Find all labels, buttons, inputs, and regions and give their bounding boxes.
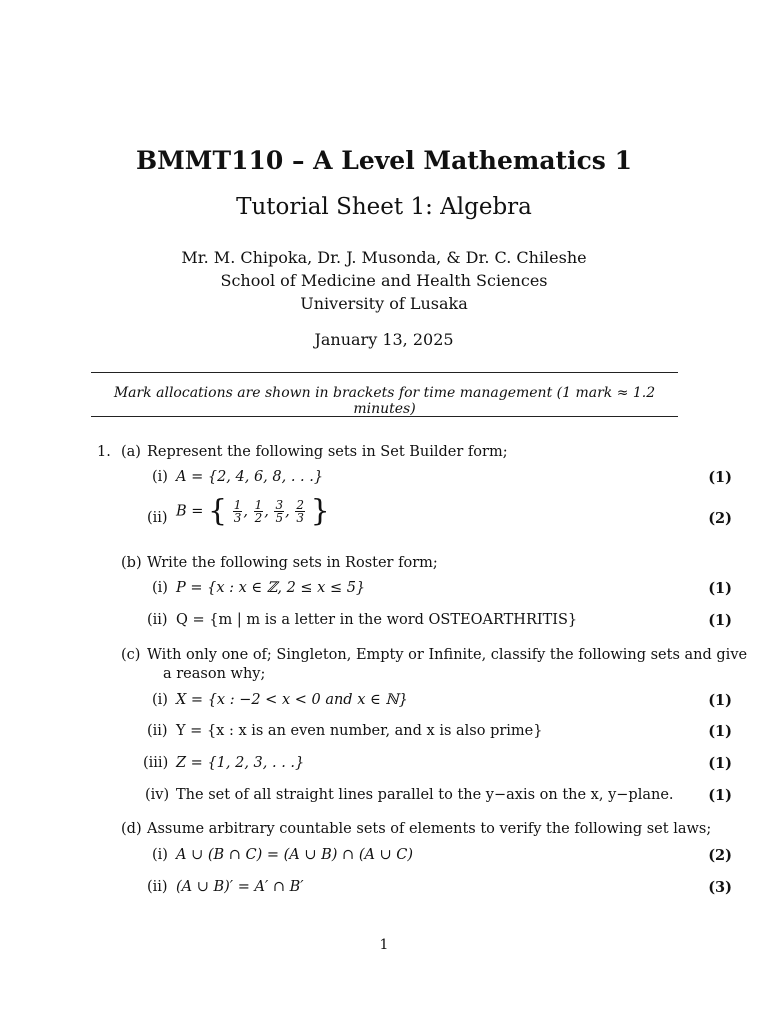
set-y-expression: Y = {x : x is an even number, and x is also prime} (176, 723, 543, 739)
part-c-label: (c) (121, 647, 141, 663)
part-a-label: (a) (121, 444, 141, 460)
lines-set-description: The set of all straight lines parallel to the y−axis on the x, y−plane. (176, 787, 674, 803)
divider-bottom (91, 416, 678, 417)
part-d-label: (d) (121, 821, 142, 837)
set-z-expression: Z = {1, 2, 3, . . .} (176, 755, 305, 771)
set-b-prefix: B = (176, 503, 204, 520)
left-brace: { (208, 493, 228, 529)
mark-badge: (2) (708, 510, 732, 527)
mark-allocation-note: Mark allocations are shown in brackets for time management (1 mark ≈ 1.2 minutes) (113, 385, 656, 417)
part-c-prompt-line1: With only one of; Singleton, Empty or Infinite, classify the following sets and give (147, 647, 748, 663)
part-a-prompt: Represent the following sets in Set Builder form; (147, 444, 508, 460)
part-d-prompt: Assume arbitrary countable sets of elements to verify the following set laws; (147, 821, 712, 837)
mark-badge: (1) (708, 755, 732, 772)
fraction: $\frac{2}{3}$ (296, 498, 304, 525)
item-label: (ii) (147, 612, 168, 628)
mark-badge: (1) (708, 692, 732, 709)
set-q-expression: Q = {m | m is a letter in the word OSTEOARTHRITIS} (176, 612, 578, 628)
mark-badge: (3) (708, 879, 732, 896)
mark-badge: (1) (708, 612, 732, 629)
fraction: $\frac{1}{2}$ (254, 498, 263, 525)
mark-badge: (1) (708, 723, 732, 740)
item-label: (iii) (143, 755, 169, 771)
item-label: (iv) (145, 787, 170, 803)
item-label: (i) (152, 469, 168, 485)
item-label: (i) (152, 847, 168, 863)
right-brace: } (310, 493, 330, 529)
de-morgan-law: (A ∪ B)′ = A′ ∩ B′ (176, 879, 304, 895)
authors: Mr. M. Chipoka, Dr. J. Musonda, & Dr. C. Chileshe (181, 248, 587, 267)
set-a-expression: A = {2, 4, 6, 8, . . .} (176, 469, 324, 485)
page-number: 1 (379, 937, 389, 953)
item-label: (ii) (147, 510, 168, 526)
item-label: (i) (152, 580, 168, 596)
fraction: $\frac{1}{3}$ (233, 498, 242, 525)
part-c-prompt-line2: a reason why; (163, 666, 266, 682)
set-b-expression: B = { $\frac{1}{3}$ , $\frac{1}{2}$ , $\frac{3}{5}$ , $\frac{2}{3}$ } (176, 493, 330, 529)
fraction: $\frac{3}{5}$ (275, 498, 284, 525)
course-title: BMMT110 – A Level Mathematics 1 (136, 146, 632, 175)
item-label: (i) (152, 692, 168, 708)
university-name: University of Lusaka (300, 294, 468, 313)
item-label: (ii) (147, 879, 168, 895)
set-p-expression: P = {x : x ∈ ℤ, 2 ≤ x ≤ 5} (176, 580, 366, 596)
mark-badge: (2) (708, 847, 732, 864)
divider-top (91, 372, 678, 373)
date: January 13, 2025 (314, 330, 454, 349)
sheet-title: Tutorial Sheet 1: Algebra (236, 194, 532, 220)
set-x-expression: X = {x : −2 < x < 0 and x ∈ ℕ} (176, 692, 408, 708)
school-name: School of Medicine and Health Sciences (220, 271, 548, 290)
part-b-label: (b) (121, 555, 142, 571)
mark-badge: (1) (708, 580, 732, 597)
part-b-prompt: Write the following sets in Roster form; (147, 555, 438, 571)
question-number: 1. (97, 444, 111, 460)
mark-badge: (1) (708, 469, 732, 486)
distributive-law: A ∪ (B ∩ C) = (A ∪ B) ∩ (A ∪ C) (176, 847, 414, 863)
item-label: (ii) (147, 723, 168, 739)
mark-badge: (1) (708, 787, 732, 804)
